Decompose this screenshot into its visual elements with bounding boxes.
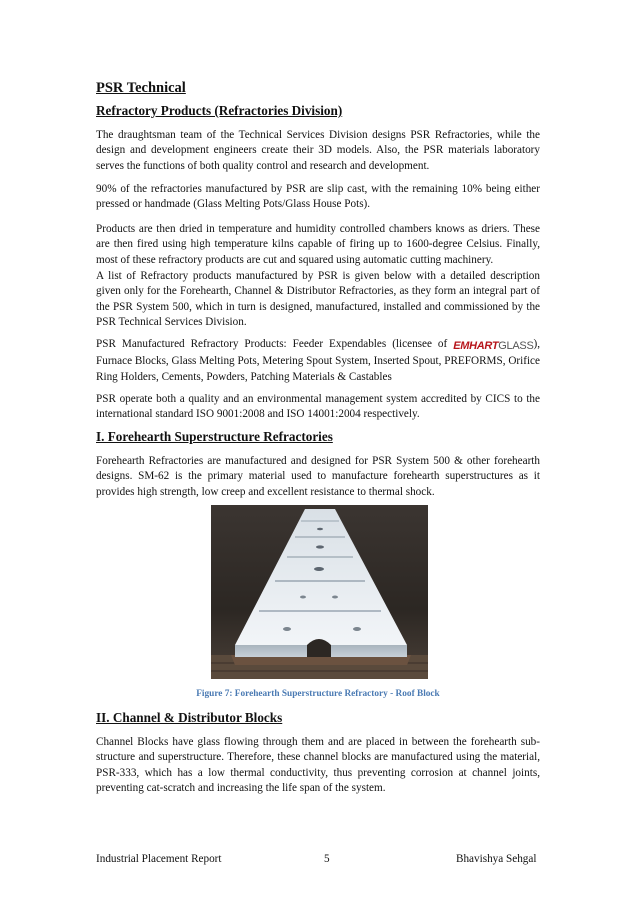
footer-author: Bhavishya Sehgal <box>456 853 537 865</box>
paragraph-forehearth: Forehearth Refractories are manufactured and designed for PSR System 500 & other forehearth designs. SM-62 is the primary material used to manufacture forehearth superstructures as it provides high strength, low creep and excellent resistance to thermal shock. <box>96 455 540 498</box>
paragraph-quality: PSR operate both a quality and an environmental management system accredited by CICS to the international standard ISO 9001:2008 and ISO 14001:2004 respectively. <box>96 393 540 421</box>
paragraph-product-list: A list of Refractory products manufactured by PSR is given below with a detailed description given only for the Forehearth, Channel & Distributor Refractories, as they form an integral part of the PSR System 500, which in turn is designed, manufactured, installed and commissioned by the PSR Technical Services Division. <box>96 270 540 328</box>
paragraph-products <box>96 337 540 385</box>
logo-word-glass: GLASS <box>498 340 534 352</box>
figure-caption: Figure 7: Forehearth Superstructure Refractory - Roof Block <box>196 689 440 699</box>
page-title: PSR Technical <box>96 80 186 96</box>
section-heading-channel: II. Channel & Distributor Blocks <box>96 710 283 725</box>
logo-word-emhart: EMHART <box>453 340 499 352</box>
products-text-after: ), Furnace Blocks, Glass Melting Pots, Metering Spout System, Inserted Spout, PREFORMS, Orifice Ring Holders, Cements, Powders, Patching Materials & Castables <box>96 338 541 383</box>
emhart-glass-logo <box>453 339 533 354</box>
roof-block-photo <box>211 505 428 679</box>
section-subtitle: Refractory Products (Refractories Division) <box>96 103 343 118</box>
paragraph-drying: Products are then dried in temperature and humidity controlled chambers knows as driers. These are then fired using high temperature kilns capable of firing up to 1600-degree Celsius. Finally, most of these refractory products are cut and squared using automatic cutting machinery. <box>96 223 540 266</box>
paragraph-draughtsman: The draughtsman team of the Technical Services Division designs PSR Refractories, while the design and development engineers create their 3D models. Also, the PSR materials laboratory serves the functions of both quality control and research and development. <box>96 129 540 172</box>
footer-report-title: Industrial Placement Report <box>96 853 222 865</box>
paragraph-channel: Channel Blocks have glass flowing through them and are placed in between the forehearth sub-structure and superstructure. Therefore, these channel blocks are manufactured using the material, PSR-333, which has a low thermal conductivity, thus preventing corrosion at channel joints, preventing cat-scratch and increasing the life span of the system. <box>96 736 540 794</box>
roof-block-illustration <box>211 505 428 679</box>
footer-page-number: 5 <box>324 853 330 865</box>
products-text-before: PSR Manufactured Refractory Products: Feeder Expendables (licensee of <box>96 338 448 350</box>
section-heading-forehearth: I. Forehearth Superstructure Refractories <box>96 429 333 444</box>
paragraph-slip-cast: 90% of the refractories manufactured by PSR are slip cast, with the remaining 10% being either pressed or handmade (Glass Melting Pots/Glass House Pots). <box>96 183 540 211</box>
